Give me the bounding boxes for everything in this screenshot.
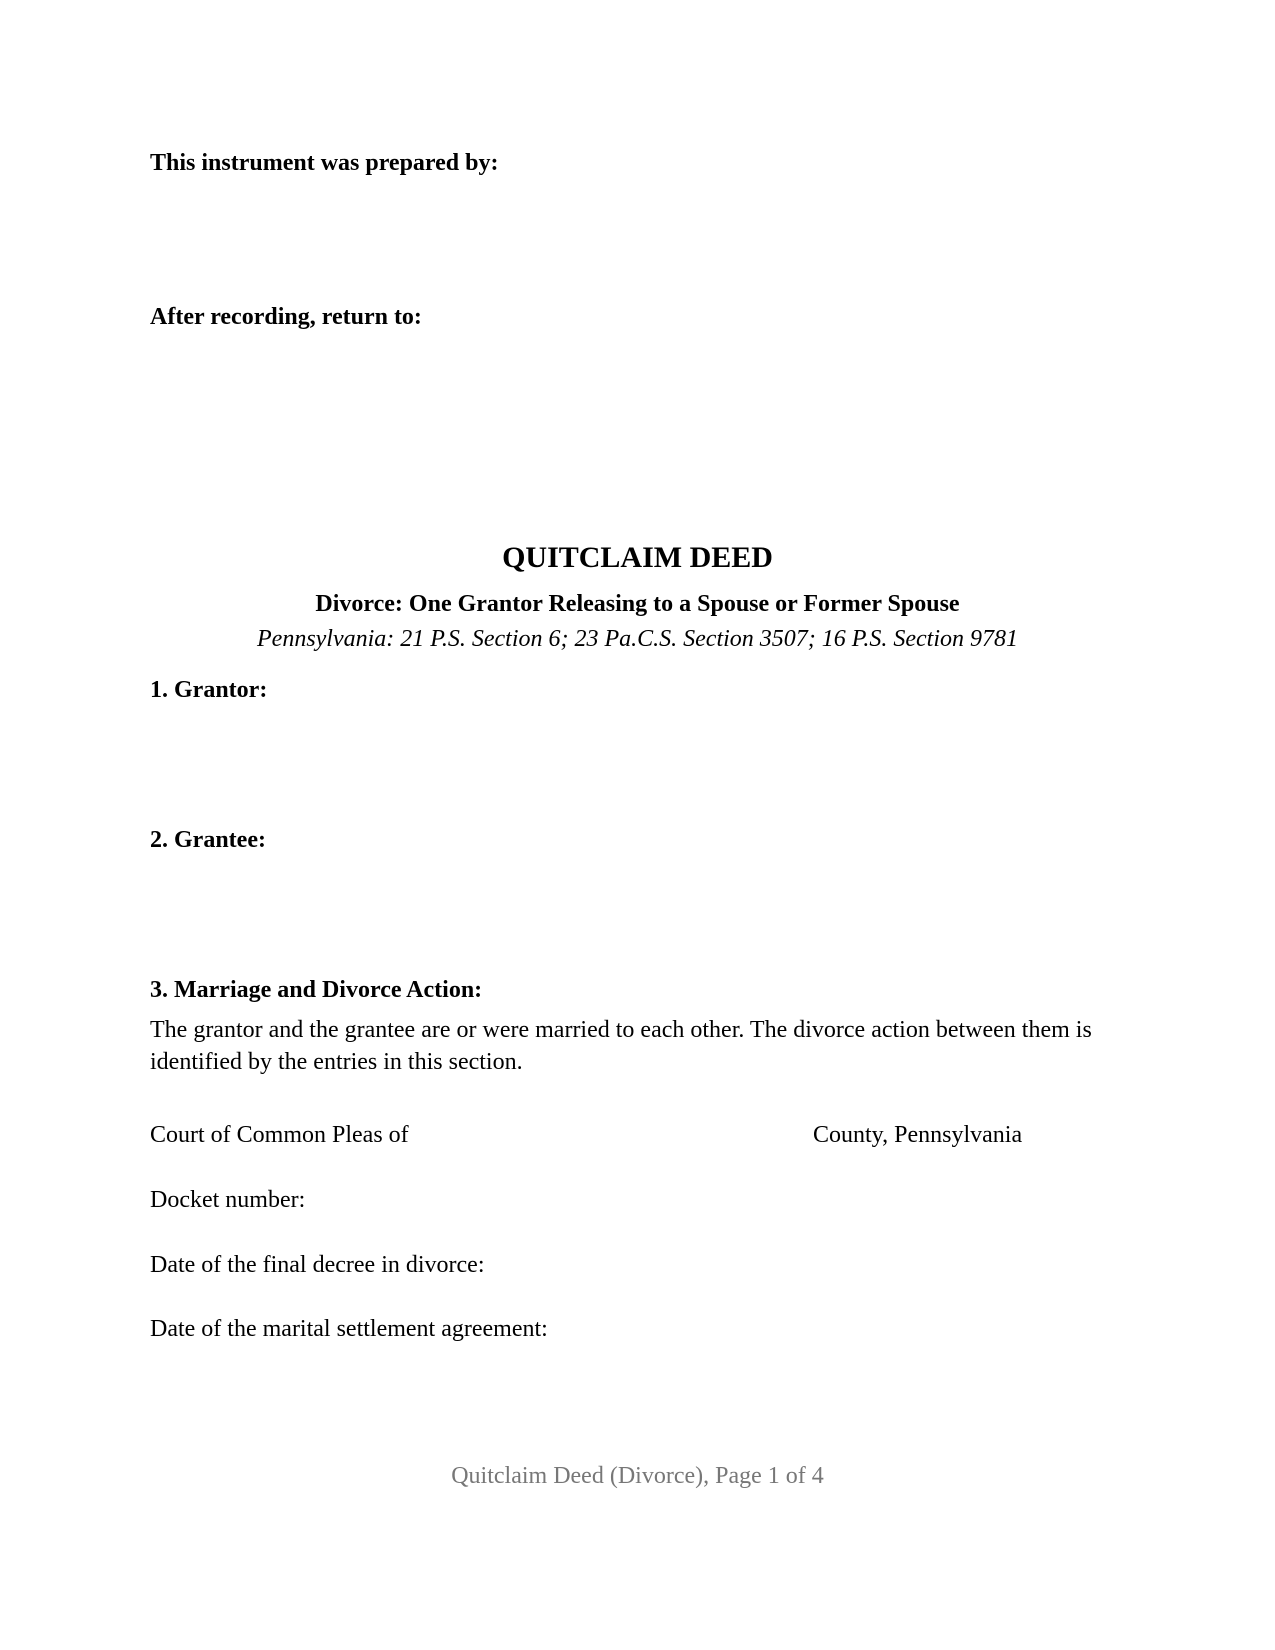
marriage-paragraph: The grantor and the grantee are or were married to each other. The divorce action between them is identified by the entries in this section.	[150, 1017, 1092, 1075]
court-label: Court of Common Pleas of	[150, 1122, 409, 1148]
return-to-label: After recording, return to:	[150, 304, 422, 330]
marriage-divorce-heading: 3. Marriage and Divorce Action:	[150, 977, 483, 1003]
county-label: County, Pennsylvania	[813, 1122, 1023, 1148]
final-decree-date-label: Date of the final decree in divorce:	[150, 1252, 485, 1278]
grantor-heading: 1. Grantor:	[150, 677, 268, 703]
document-subtitle: Divorce: One Grantor Releasing to a Spouse or Former Spouse	[315, 591, 960, 617]
statute-citation: Pennsylvania: 21 P.S. Section 6; 23 Pa.C.S. Section 3507; 16 P.S. Section 9781	[257, 626, 1018, 652]
prepared-by-label: This instrument was prepared by:	[150, 150, 499, 176]
grantee-heading: 2. Grantee:	[150, 827, 266, 853]
page-footer: Quitclaim Deed (Divorce), Page 1 of 4	[451, 1463, 824, 1489]
settlement-agreement-date-label: Date of the marital settlement agreement:	[150, 1316, 548, 1342]
document-title: QUITCLAIM DEED	[502, 541, 773, 574]
docket-number-label: Docket number:	[150, 1187, 306, 1213]
